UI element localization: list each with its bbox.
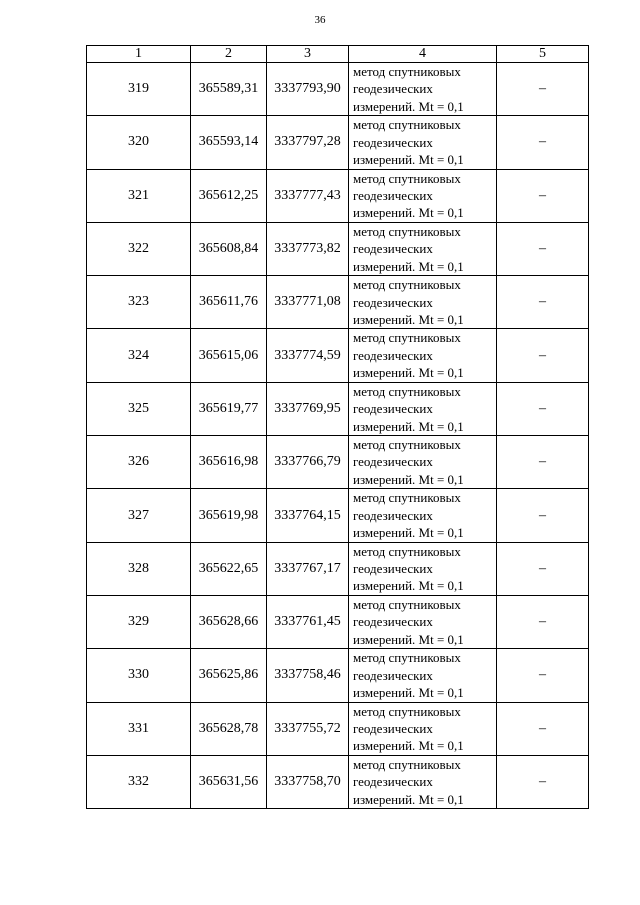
y-coordinate-cell: 3337769,95	[267, 382, 349, 435]
method-line: измерений. Mt = 0,1	[353, 578, 464, 594]
x-coordinate-cell: 365608,84	[191, 222, 267, 275]
x-coordinate-cell: 365615,06	[191, 329, 267, 382]
method-cell	[349, 329, 497, 382]
method-line: геодезических	[353, 614, 433, 630]
x-coordinate-cell: 365628,78	[191, 702, 267, 755]
y-coordinate-cell: 3337793,90	[267, 63, 349, 116]
note-cell: –	[497, 436, 589, 489]
method-line: геодезических	[353, 81, 433, 97]
x-coordinate-cell: 365589,31	[191, 63, 267, 116]
method-line: измерений. Mt = 0,1	[353, 205, 464, 221]
method-cell	[349, 489, 497, 542]
x-coordinate-cell: 365622,65	[191, 542, 267, 595]
method-line: геодезических	[353, 294, 433, 310]
method-cell	[349, 702, 497, 755]
method-cell	[349, 63, 497, 116]
header-cell-3: 3	[267, 46, 349, 63]
method-line: геодезических	[353, 774, 433, 790]
y-coordinate-cell: 3337773,82	[267, 222, 349, 275]
method-cell	[349, 649, 497, 702]
method-line: измерений. Mt = 0,1	[353, 152, 464, 168]
method-line: измерений. Mt = 0,1	[353, 631, 464, 647]
method-cell	[349, 436, 497, 489]
x-coordinate-cell: 365628,66	[191, 595, 267, 648]
method-line: геодезических	[353, 720, 433, 736]
y-coordinate-cell: 3337764,15	[267, 489, 349, 542]
method-cell	[349, 116, 497, 169]
table-row	[87, 542, 589, 595]
method-line: метод спутниковых	[353, 277, 461, 293]
method-line: геодезических	[353, 561, 433, 577]
point-number-cell: 325	[87, 382, 191, 435]
method-line: измерений. Mt = 0,1	[353, 312, 464, 327]
point-number-cell: 330	[87, 649, 191, 702]
y-coordinate-cell: 3337758,70	[267, 755, 349, 808]
table-row	[87, 63, 589, 116]
method-cell	[349, 542, 497, 595]
method-line: измерений. Mt = 0,1	[353, 471, 464, 487]
table-row	[87, 329, 589, 382]
point-number-cell: 321	[87, 169, 191, 222]
table-header	[87, 46, 589, 63]
method-line: метод спутниковых	[353, 756, 461, 772]
method-cell	[349, 276, 497, 329]
method-line: геодезических	[353, 667, 433, 683]
note-cell: –	[497, 116, 589, 169]
note-cell: –	[497, 595, 589, 648]
method-line: метод спутниковых	[353, 64, 461, 79]
point-number-cell: 326	[87, 436, 191, 489]
header-row	[87, 46, 589, 63]
header-cell-4: 4	[349, 46, 497, 63]
y-coordinate-cell: 3337766,79	[267, 436, 349, 489]
note-cell: –	[497, 169, 589, 222]
note-cell: –	[497, 542, 589, 595]
method-line: геодезических	[353, 454, 433, 470]
x-coordinate-cell: 365593,14	[191, 116, 267, 169]
note-cell: –	[497, 63, 589, 116]
table-row	[87, 595, 589, 648]
y-coordinate-cell: 3337761,45	[267, 595, 349, 648]
method-line: метод спутниковых	[353, 223, 461, 239]
method-cell	[349, 755, 497, 808]
method-line: метод спутниковых	[353, 437, 461, 453]
method-line: метод спутниковых	[353, 330, 461, 346]
table-row	[87, 702, 589, 755]
x-coordinate-cell: 365612,25	[191, 169, 267, 222]
method-line: метод спутниковых	[353, 490, 461, 506]
note-cell: –	[497, 276, 589, 329]
x-coordinate-cell: 365611,76	[191, 276, 267, 329]
y-coordinate-cell: 3337777,43	[267, 169, 349, 222]
note-cell: –	[497, 489, 589, 542]
method-line: метод спутниковых	[353, 650, 461, 666]
header-cell-5: 5	[497, 46, 589, 63]
point-number-cell: 324	[87, 329, 191, 382]
method-line: измерений. Mt = 0,1	[353, 525, 464, 541]
x-coordinate-cell: 365616,98	[191, 436, 267, 489]
note-cell: –	[497, 329, 589, 382]
method-line: измерений. Mt = 0,1	[353, 98, 464, 114]
x-coordinate-cell: 365631,56	[191, 755, 267, 808]
table-row	[87, 649, 589, 702]
table-row	[87, 222, 589, 275]
method-cell	[349, 169, 497, 222]
note-cell: –	[497, 755, 589, 808]
method-line: измерений. Mt = 0,1	[353, 738, 464, 754]
method-cell	[349, 595, 497, 648]
coordinates-table	[86, 45, 589, 809]
x-coordinate-cell: 365625,86	[191, 649, 267, 702]
point-number-cell: 331	[87, 702, 191, 755]
note-cell: –	[497, 649, 589, 702]
method-cell	[349, 382, 497, 435]
point-number-cell: 332	[87, 755, 191, 808]
method-line: метод спутниковых	[353, 383, 461, 399]
method-line: метод спутниковых	[353, 170, 461, 186]
method-line: геодезических	[353, 507, 433, 523]
note-cell: –	[497, 702, 589, 755]
x-coordinate-cell: 365619,77	[191, 382, 267, 435]
point-number-cell: 327	[87, 489, 191, 542]
point-number-cell: 323	[87, 276, 191, 329]
table-row	[87, 382, 589, 435]
method-line: измерений. Mt = 0,1	[353, 365, 464, 381]
y-coordinate-cell: 3337797,28	[267, 116, 349, 169]
page-number: 36	[314, 14, 326, 26]
y-coordinate-cell: 3337774,59	[267, 329, 349, 382]
method-line: метод спутниковых	[353, 703, 461, 719]
table-row	[87, 489, 589, 542]
y-coordinate-cell: 3337771,08	[267, 276, 349, 329]
method-cell	[349, 222, 497, 275]
method-line: метод спутниковых	[353, 543, 461, 559]
header-cell-2: 2	[191, 46, 267, 63]
y-coordinate-cell: 3337758,46	[267, 649, 349, 702]
point-number-cell: 322	[87, 222, 191, 275]
method-line: геодезических	[353, 401, 433, 417]
method-line: геодезических	[353, 134, 433, 150]
note-cell: –	[497, 382, 589, 435]
y-coordinate-cell: 3337755,72	[267, 702, 349, 755]
method-line: геодезических	[353, 188, 433, 203]
point-number-cell: 329	[87, 595, 191, 648]
method-line: измерений. Mt = 0,1	[353, 258, 464, 274]
table-body	[87, 63, 589, 809]
y-coordinate-cell: 3337767,17	[267, 542, 349, 595]
point-number-cell: 319	[87, 63, 191, 116]
method-line: геодезических	[353, 241, 433, 257]
method-line: метод спутниковых	[353, 596, 461, 612]
method-line: метод спутниковых	[353, 117, 461, 133]
method-line: геодезических	[353, 347, 433, 363]
table-row	[87, 276, 589, 329]
point-number-cell: 328	[87, 542, 191, 595]
method-line: измерений. Mt = 0,1	[353, 685, 464, 701]
table-row	[87, 755, 589, 808]
table-row	[87, 116, 589, 169]
note-cell: –	[497, 222, 589, 275]
point-number-cell: 320	[87, 116, 191, 169]
x-coordinate-cell: 365619,98	[191, 489, 267, 542]
table-row	[87, 169, 589, 222]
table-row	[87, 436, 589, 489]
method-line: измерений. Mt = 0,1	[353, 418, 464, 434]
method-line: измерений. Mt = 0,1	[353, 791, 464, 807]
header-cell-1: 1	[87, 46, 191, 63]
